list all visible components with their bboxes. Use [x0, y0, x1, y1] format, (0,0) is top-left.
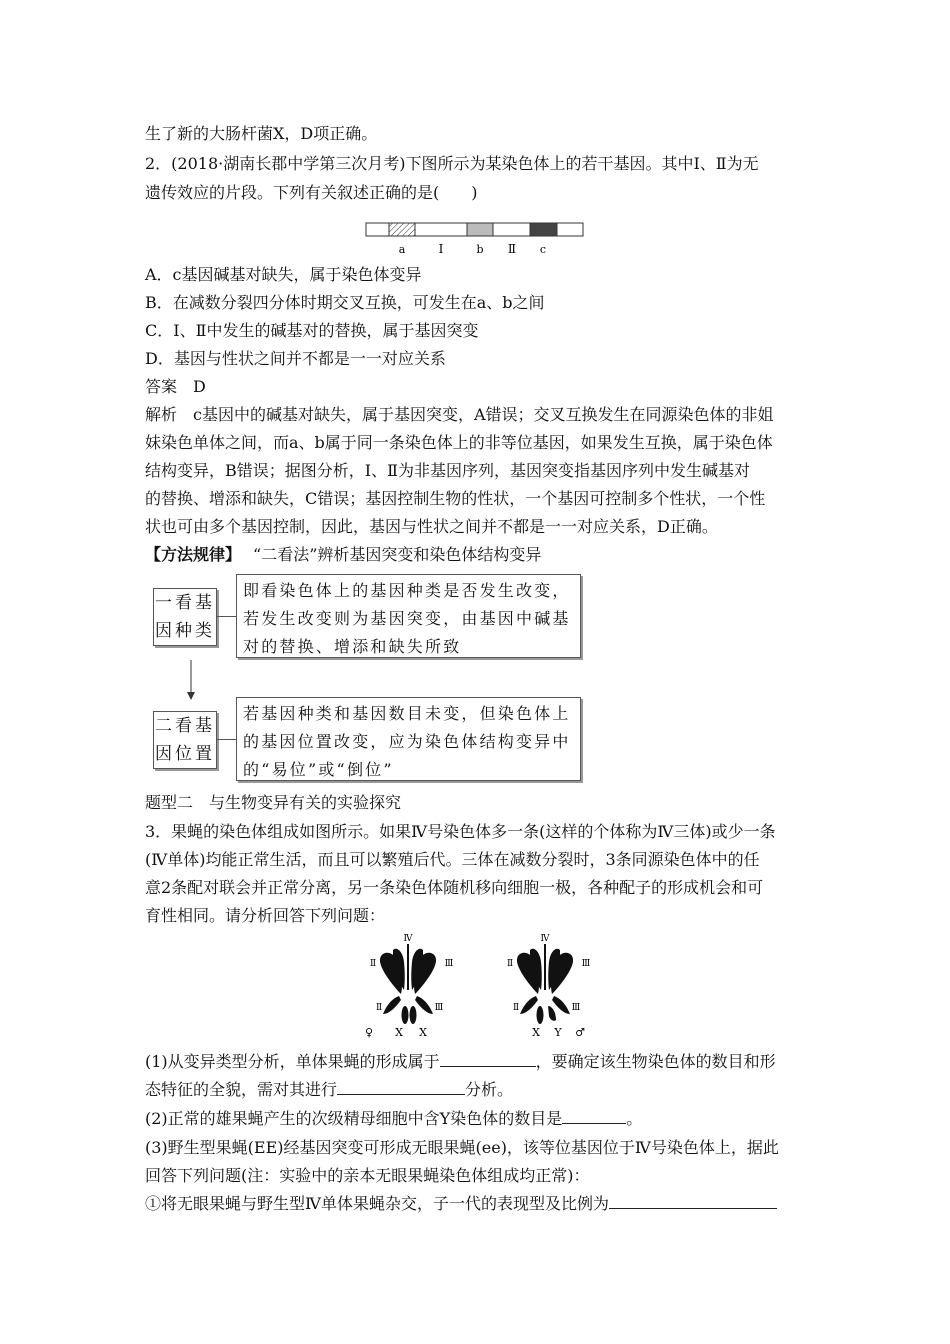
sub-question-1-line-1 — [145, 1052, 776, 1072]
label-line: 一看基 — [155, 593, 215, 613]
label-iii-lower: Ⅲ — [434, 1003, 444, 1013]
method-title: “二看法”辨析基因突变和染色体结构变异 — [253, 545, 542, 564]
box-text-line: 若发生改变则为基因突变，由基因中碱基 — [243, 609, 571, 628]
segment-label-i: Ⅰ — [438, 242, 444, 256]
gene-b-segment — [467, 223, 493, 236]
question-3-line-2: (Ⅳ单体)均能正常生活，而且可以繁殖后代。三体在减数分裂时，3条同源染色体中的任 — [145, 850, 760, 869]
sub-question-1-line-2 — [145, 1080, 513, 1100]
box-text-line: 即看染色体上的基因种类是否发生改变， — [243, 581, 571, 600]
female-symbol-icon: ♀ — [364, 1026, 374, 1039]
text-box-gene-type — [236, 574, 581, 658]
label-line: 因种类 — [155, 621, 215, 641]
text-span: ，要确定该生物染色体的数目和形 — [535, 1052, 776, 1071]
gene-a-segment — [389, 223, 415, 236]
fruit-fly-chromosome-figure — [355, 930, 605, 1040]
question-2-line-1: 2．(2018·湖南长郡中学第三次月考)下图所示为某染色体上的若干基因。其中Ⅰ、Ⅱ为无 — [145, 154, 759, 173]
sub-question-3-line-1: (3)野生型果蝇(EE)经基因突变可形成无眼果蝇(ee)，该等位基因位于Ⅳ号染色体上，据此 — [145, 1138, 779, 1157]
option-b: B．在减数分裂四分体时期交叉互换，可发生在a、b之间 — [145, 293, 545, 312]
box-text-line: 若基因种类和基因数目未变，但染色体上 — [243, 704, 571, 723]
label-x: X — [395, 1026, 403, 1039]
option-d: D．基因与性状之间并不都是一一对应关系 — [145, 349, 446, 368]
label-ii-lower: Ⅱ — [375, 1003, 383, 1013]
label-x: X — [532, 1026, 540, 1039]
segment-label-ii: Ⅱ — [507, 242, 517, 256]
question-2-line-2: 遗传效应的片段。下列有关叙述正确的是( ) — [145, 183, 478, 202]
text-box-gene-position — [236, 697, 581, 781]
male-karyotype — [507, 934, 591, 1039]
method-tag: 【方法规律】 — [145, 545, 242, 564]
label-ii: Ⅱ — [506, 959, 514, 969]
sub-question-3-line-2: 回答下列问题(注：实验中的亲本无眼果蝇染色体组成均正常)： — [145, 1166, 590, 1185]
sub-question-3-line-3 — [145, 1194, 777, 1214]
box-text-line: 的“易位”或“倒位” — [243, 760, 394, 779]
text-line: 生了新的大肠杆菌X，D项正确。 — [145, 124, 378, 143]
box-text-line: 对的替换、增添和缺失所致 — [243, 637, 462, 656]
text-span: 态特征的全貌，需对其进行 — [145, 1080, 338, 1099]
label-line: 因位置 — [155, 744, 215, 764]
label-iii-lower: Ⅲ — [571, 1003, 581, 1013]
method-heading — [145, 545, 541, 565]
explanation-line-1: 解析 c基因中的碱基对缺失，属于基因突变，A错误；交叉互换发生在同源染色体的非姐 — [145, 405, 774, 424]
label-ii-lower: Ⅱ — [512, 1003, 520, 1013]
sub-question-2 — [145, 1109, 642, 1129]
answer-blank[interactable] — [609, 1194, 777, 1209]
answer-blank[interactable] — [440, 1052, 536, 1067]
label-ii: Ⅱ — [369, 959, 377, 969]
explanation-line-3: 结构变异，B错误；据图分析，Ⅰ、Ⅱ为非基因序列，基因突变指基因序列中发生碱基对 — [145, 461, 750, 480]
gene-label-a: a — [398, 243, 406, 256]
question-3-line-3: 意2条配对联会并正常分离，另一条染色体随机移向细胞一极，各种配子的形成机会和可 — [145, 878, 764, 897]
answer-blank[interactable] — [562, 1109, 626, 1124]
answer: 答案 D — [145, 377, 206, 396]
label-iii: Ⅲ — [581, 959, 591, 969]
label-box-gene-type — [153, 588, 217, 646]
text-span: ①将无眼果蝇与野生型Ⅳ单体果蝇杂交，子一代的表现型及比例为 — [145, 1194, 609, 1213]
text-span: 。 — [626, 1109, 643, 1128]
option-c: C．Ⅰ、Ⅱ中发生的碱基对的替换，属于基因突变 — [145, 321, 479, 340]
connector-line — [216, 739, 236, 740]
question-3-line-4: 育性相同。请分析回答下列问题： — [145, 906, 386, 925]
gene-label-c: c — [539, 243, 547, 256]
explanation-line-2: 妹染色单体之间，而a、b属于同一条染色体上的非等位基因，如果发生互换，属于染色体 — [145, 433, 773, 452]
gene-bar-figure — [365, 222, 585, 258]
answer-blank[interactable] — [337, 1080, 465, 1095]
explanation-line-4: 的替换、增添和缺失，C错误；基因控制生物的性状，一个基因可控制多个性状，一个性 — [145, 489, 766, 508]
question-type-2-heading: 题型二 与生物变异有关的实验探究 — [145, 793, 402, 812]
down-arrow-icon — [184, 660, 198, 700]
box-text-line: 的基因位置改变，应为染色体结构变异中 — [243, 732, 571, 751]
question-3-line-1: 3．果蝇的染色体组成如图所示。如果Ⅳ号染色体多一条(这样的个体称为Ⅳ三体)或少一条 — [145, 822, 776, 841]
label-iv: Ⅳ — [540, 934, 550, 944]
gene-c-segment — [530, 223, 557, 236]
gene-label-b: b — [476, 243, 484, 256]
option-a: A．c基因碱基对缺失，属于染色体变异 — [145, 265, 422, 284]
label-line: 二看基 — [155, 716, 215, 736]
explanation-line-5: 状也可由多个基因控制，因此，基因与性状之间并不都是一一对应关系，D正确。 — [145, 517, 718, 536]
text-span: (1)从变异类型分析，单体果蝇的形成属于 — [145, 1052, 440, 1071]
text-span: 分析。 — [465, 1080, 514, 1099]
male-symbol-icon: ♂ — [575, 1026, 585, 1039]
female-karyotype — [365, 934, 454, 1039]
label-y: Y — [554, 1026, 562, 1039]
label-box-gene-position — [153, 711, 217, 769]
label-x: X — [419, 1026, 427, 1039]
text-span: (2)正常的雄果蝇产生的次级精母细胞中含Y染色体的数目是 — [145, 1109, 563, 1128]
connector-line — [216, 616, 236, 617]
label-iii: Ⅲ — [444, 959, 454, 969]
label-iv: Ⅳ — [403, 934, 413, 944]
